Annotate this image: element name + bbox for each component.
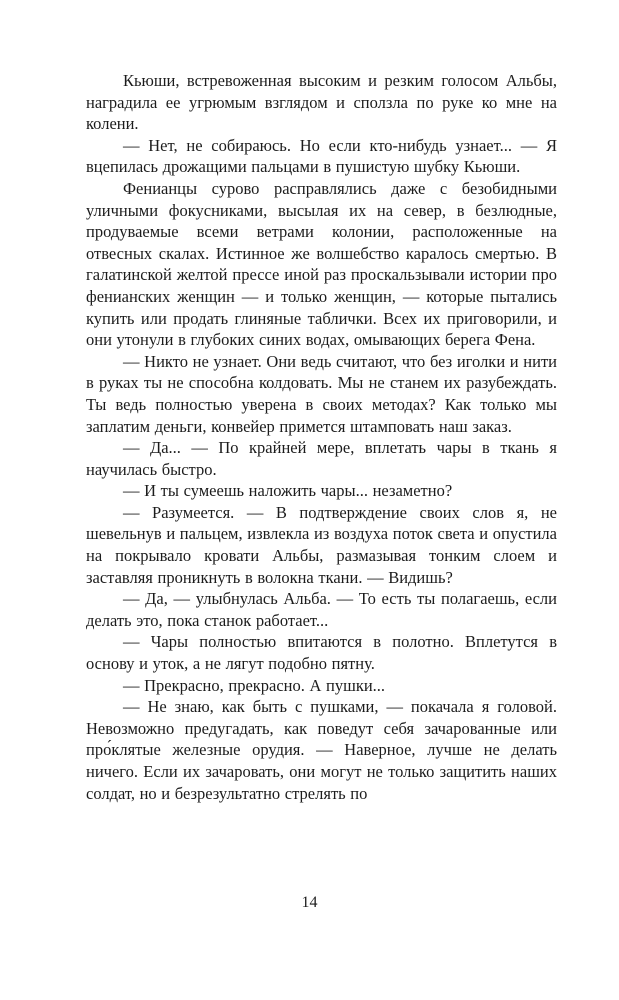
paragraph-4: — Никто не узнает. Они ведь считают, что без иголки и нити в руках ты не способна колдовать. Мы не станем их разубеждать. Ты ведь полностью уверена в своих методах? Как только мы заплатим деньги, конвейер примется штамповать наш заказ. — [86, 351, 557, 436]
paragraph-3: Фенианцы сурово расправлялись даже с безобидными уличными фокусниками, высылая их на север, в безлюдные, продуваемые всеми ветрами колонии, расположенные на отвесных скалах. Истинное же волшебство каралось смертью. В галатинской желтой прессе иной раз проскальзывали истории про фенианских женщин — и только женщин, — которые пытались купить или продать глиняные таблички. Всех их приговорили, и они утонули в глубоких синих водах, омывающих берега Фена. — [86, 178, 557, 350]
paragraph-5: — Да... — По крайней мере, вплетать чары в ткань я научилась быстро. — [86, 438, 557, 479]
paragraph-8: — Да, — улыбнулась Альба. — То есть ты полагаешь, если делать это, пока станок работает... — [86, 589, 557, 630]
paragraph-2: — Нет, не собираюсь. Но если кто-нибудь узнает... — Я вцепилась дрожащими пальцами в пушистую шубку Кьюши. — [86, 135, 557, 177]
paragraph-10: — Прекрасно, прекрасно. А пушки... — [123, 675, 386, 695]
paragraph-11: — Не знаю, как быть с пушками, — покачала я головой. Невозможно предугадать, как поведут себя зачарованные или про́клятые железные орудия. — Наверное, лучше не делать ничего. Если их зачаровать, они могут не только защитить наших солдат, но и безрезультатно стрелять по — [86, 697, 557, 803]
page-number: 14 — [301, 894, 318, 911]
paragraph-6: — И ты сумеешь наложить чары... незаметно? — [123, 481, 453, 501]
text-block — [86, 70, 557, 804]
paragraph-7: — Разумеется. — В подтверждение своих слов я, не шевельнув и пальцем, извлекла из воздуха поток света и опустила на покрывало кровати Альбы, размазывая тонким слоем и заставляя проникнуть в волокна ткани. — Видишь? — [86, 502, 557, 587]
paragraph-9: — Чары полностью впитаются в полотно. Вплетутся в основу и уток, а не лягут подобно пятну. — [86, 632, 557, 674]
paragraph-1: Кьюши, встревоженная высоким и резким голосом Альбы, наградила ее угрюмым взглядом и сползла по руке ко мне на колени. — [86, 71, 557, 134]
